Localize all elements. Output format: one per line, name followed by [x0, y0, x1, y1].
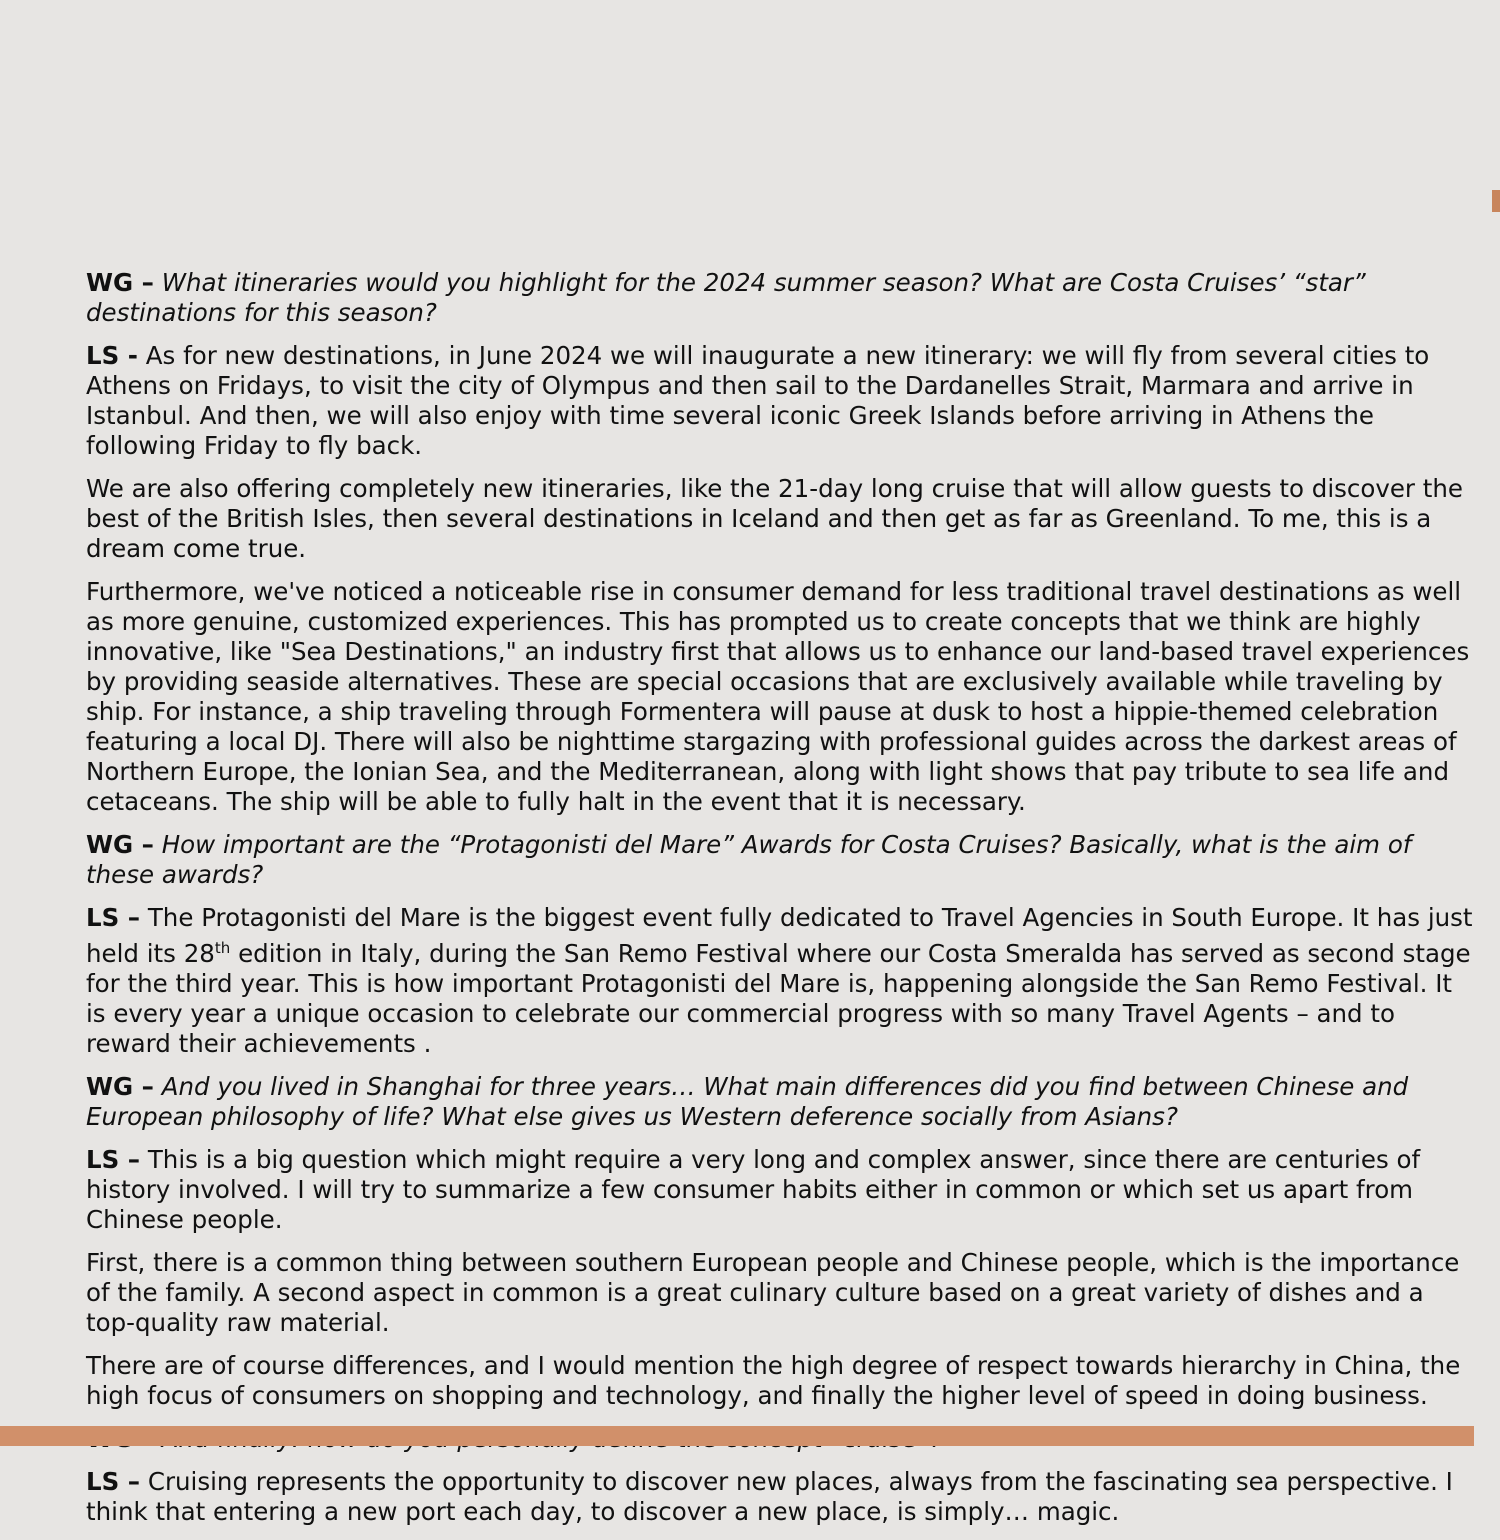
answer-paragraph: [86, 1467, 1476, 1527]
speaker-label: LS -: [86, 341, 138, 370]
question-text: And you lived in Shanghai for three years… What main differences did you find between Chinese and European philosophy of life? What else gives us Western deference socially from Asians?: [86, 1072, 1409, 1132]
speaker-label: WG –: [86, 268, 154, 297]
speaker-label: LS –: [86, 1467, 141, 1497]
answer-text: This is a big question which might require a very long and complex answer, since there are centuries of history involved. I will try to summarize a few consumer habits either in common or which set us apart from Chinese people.: [86, 1145, 1421, 1235]
question-text: What itineraries would you highlight for the 2024 summer season? What are Costa Cruises’ “star” destinations for this season?: [86, 268, 1366, 327]
question-paragraph: [86, 268, 1476, 328]
answer-paragraph: [86, 903, 1476, 1059]
answer-paragraph: [86, 474, 1476, 564]
speaker-label: LS –: [86, 1145, 141, 1175]
question-paragraph: [86, 1072, 1476, 1132]
answer-paragraph: [86, 341, 1476, 461]
answer-text: Furthermore, we've noticed a noticeable rise in consumer demand for less traditional travel destinations as well as more genuine, customized experiences. This has prompted us to create concepts that we think are highly innovative, like "Sea Destinations," an industry first that allows us to enhance our land-based travel experiences by providing seaside alternatives. These are special occasions that are exclusively available while traveling by ship. For instance, a ship traveling through Formentera will pause at dusk to host a hippie-themed celebration featuring a local DJ. There will also be nighttime stargazing with professional guides across the darkest areas of Northern Europe, the Ionian Sea, and the Mediterranean, along with light shows that pay tribute to sea life and cetaceans. The ship will be able to fully halt in the event that it is necessary.: [86, 577, 1470, 816]
speaker-label: WG –: [86, 830, 154, 859]
footer-divider: [0, 1426, 1474, 1446]
answer-text: Cruising represents the opportunity to discover new places, always from the fascinating sea perspective. I think that entering a new port each day, to discover a new place, is simply… magic.: [86, 1467, 1453, 1527]
answer-text: We are also offering completely new itineraries, like the 21-day long cruise that will allow guests to discover the best of the British Isles, then several destinations in Iceland and then get as far as Greenland. To me, this is a dream come true.: [86, 474, 1464, 563]
answer-text: First, there is a common thing between southern European people and Chinese people, which is the importance of the family. A second aspect in common is a great culinary culture based on a great variety of dishes and a top-quality raw material.: [86, 1248, 1460, 1338]
interview-body: [86, 268, 1476, 1540]
answer-text: As for new destinations, in June 2024 we will inaugurate a new itinerary: we will fly from several cities to Athens on Fridays, to visit the city of Olympus and then sail to the Dardanelles Strait, Marmara and arrive in Istanbul. And then, we will also enjoy with time several iconic Greek Islands before arriving in Athens the following Friday to fly back.: [86, 341, 1430, 460]
answer-paragraph: [86, 577, 1476, 817]
ordinal-suffix: th: [214, 939, 231, 957]
answer-text: There are of course differences, and I would mention the high degree of respect towards hierarchy in China, the high focus of consumers on shopping and technology, and finally the higher level of speed in doing business.: [86, 1351, 1461, 1411]
answer-paragraph: [86, 1145, 1476, 1235]
edge-accent-mark: [1492, 190, 1500, 212]
answer-text: The Protagonisti del Mare is the biggest event fully dedicated to Travel Agencies in South Europe. It has just held its 28th edition in Italy, during the San Remo Festival where our Costa Smeralda has served as second stage for the third year. This is how important Protagonisti del Mare is, happening alongside the San Remo Festival. It is every year a unique occasion to celebrate our commercial progress with so many Travel Agents – and to reward their achievements .: [86, 903, 1473, 1059]
answer-paragraph: [86, 1351, 1476, 1411]
speaker-label: WG –: [86, 1072, 154, 1102]
question-paragraph: [86, 830, 1476, 890]
question-text: How important are the “Protagonisti del Mare” Awards for Costa Cruises? Basically, what is the aim of these awards?: [86, 830, 1412, 889]
speaker-label: LS –: [86, 903, 141, 932]
answer-paragraph: [86, 1248, 1476, 1338]
